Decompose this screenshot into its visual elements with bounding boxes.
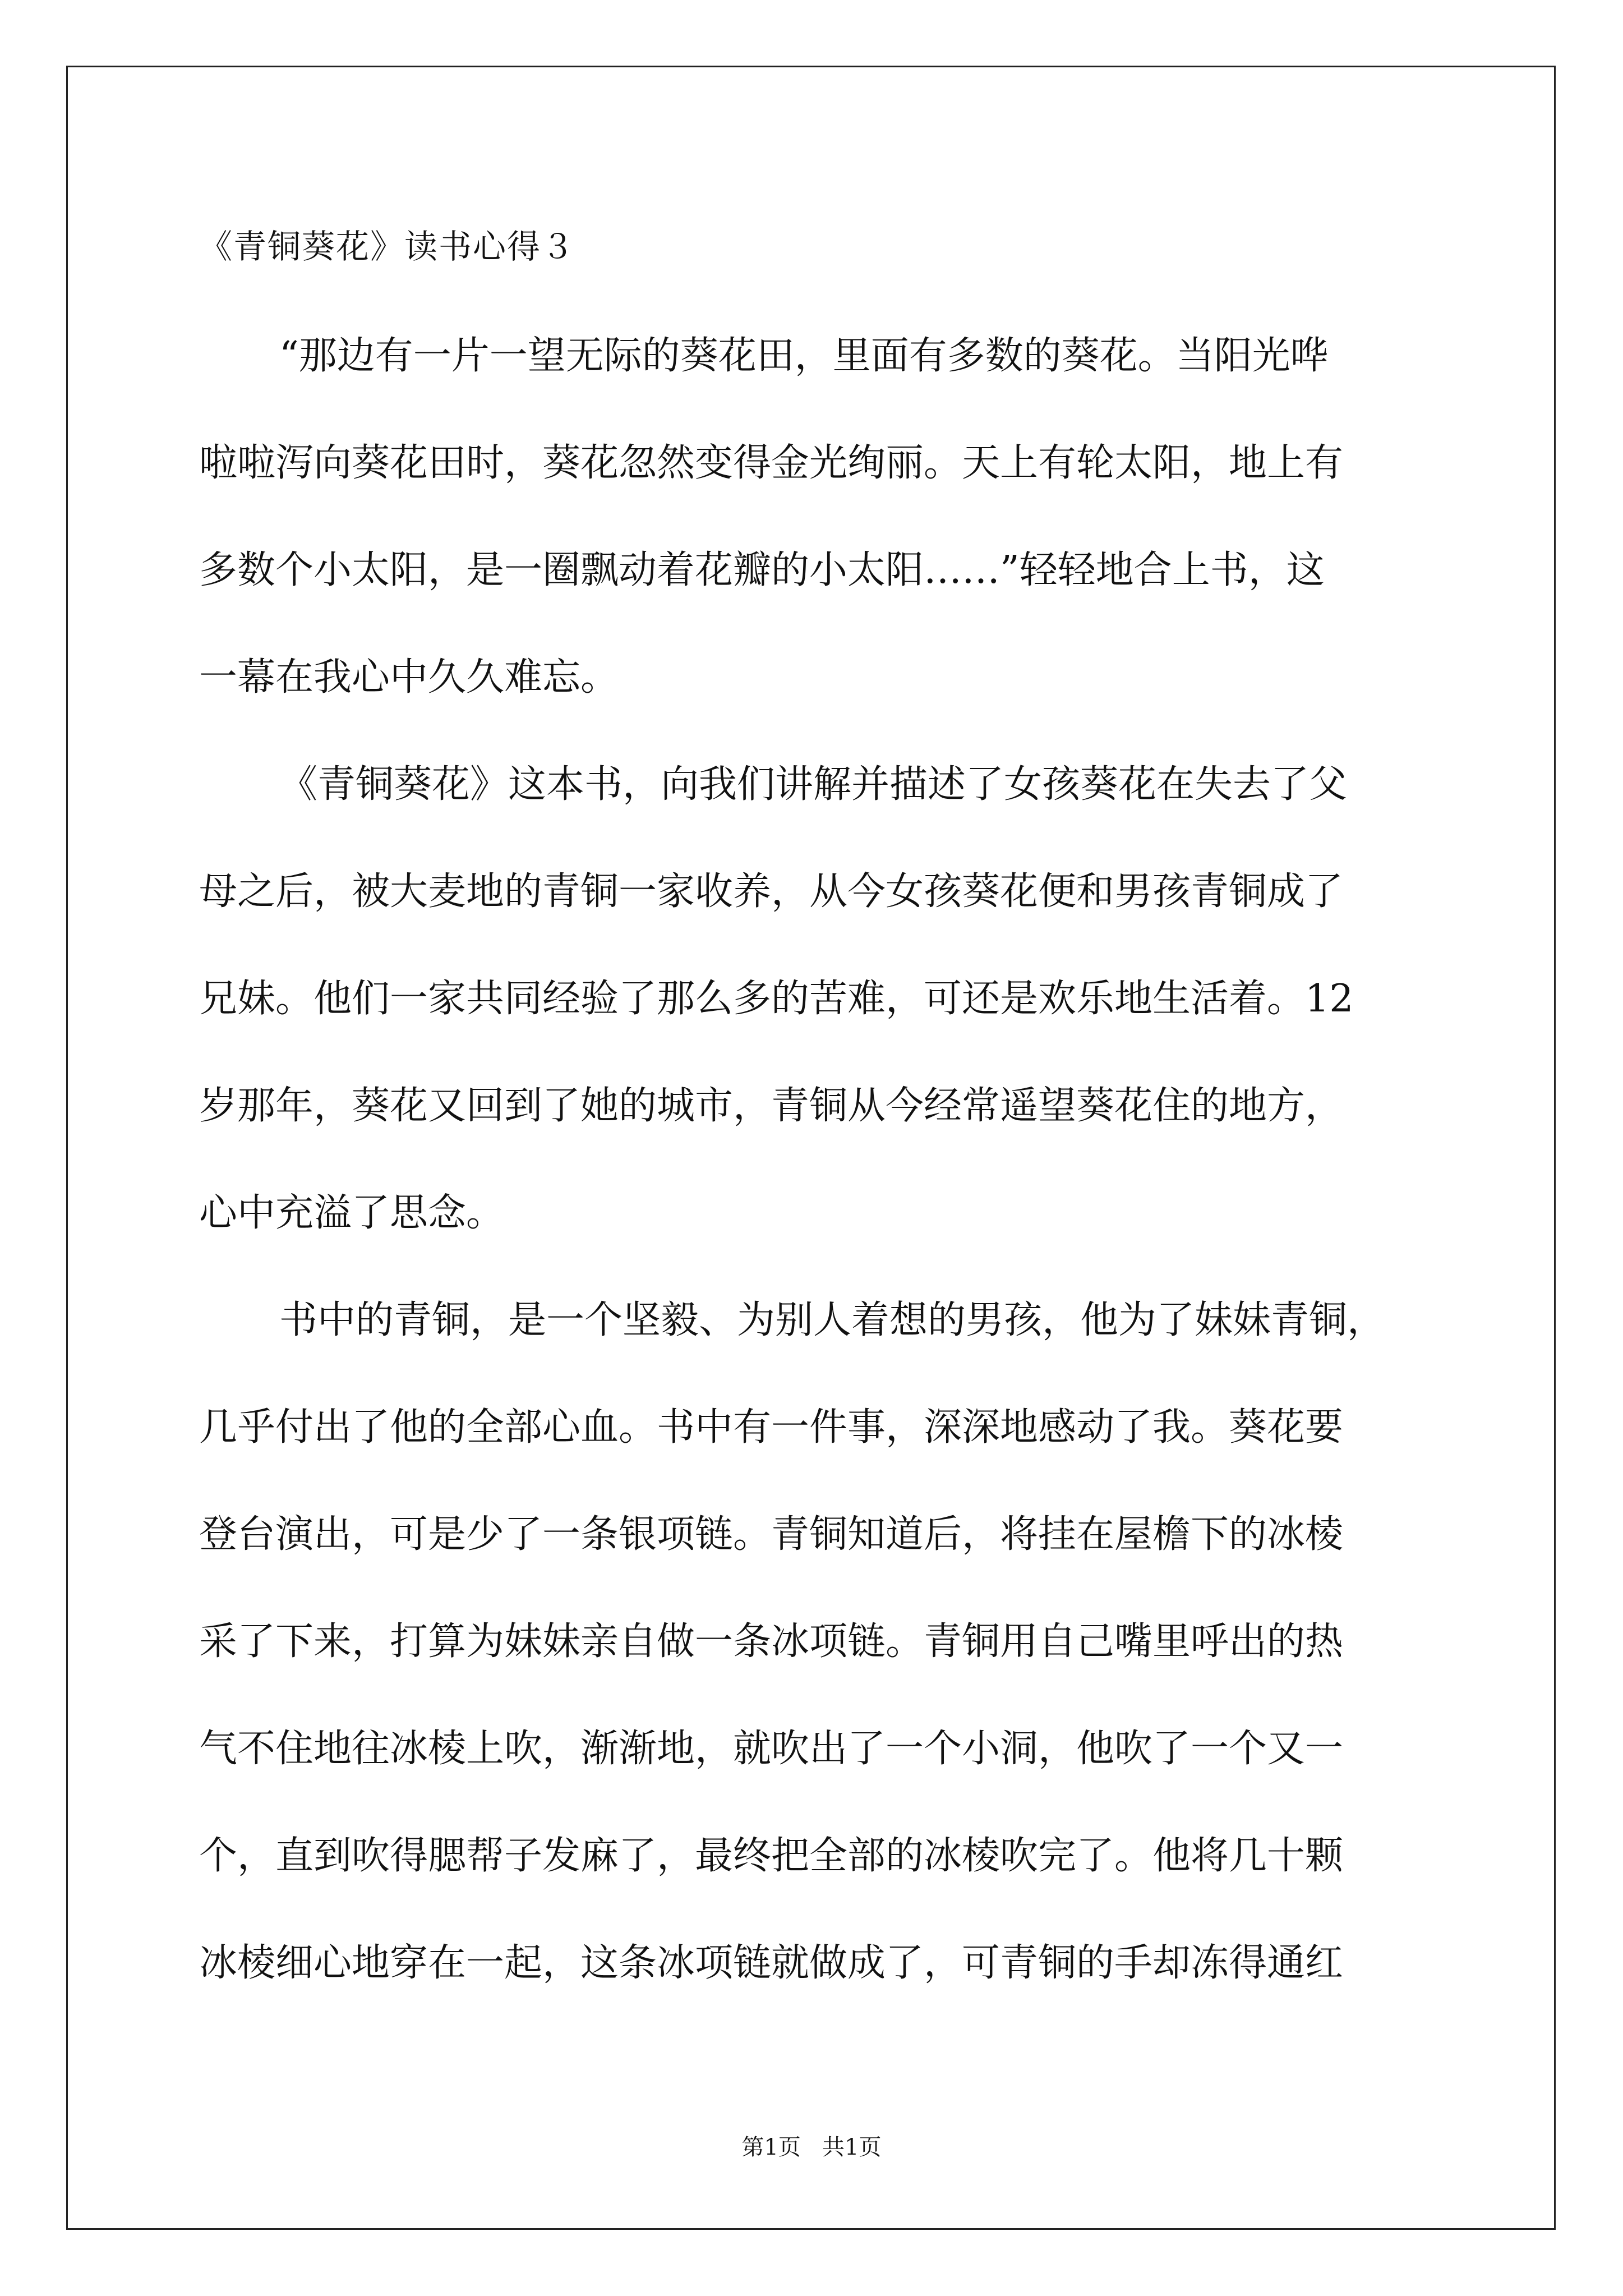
paragraph-1-line-4: 一幕在我心中久久难忘。 — [199, 655, 619, 700]
paragraph-2-line-3: 兄妹。他们一家共同经验了那么多的苦难，可还是欢乐地生活着。12 — [199, 977, 1354, 1021]
paragraph-2-line-5: 心中充溢了思念。 — [199, 1191, 505, 1235]
paragraph-2-line-2: 母之后，被大麦地的青铜一家收养，从今女孩葵花便和男孩青铜成了 — [199, 869, 1344, 914]
page-border — [66, 66, 1556, 2230]
paragraph-2-line-4: 岁那年，葵花又回到了她的城市，青铜从今经常遥望葵花住的地方， — [199, 1084, 1344, 1128]
paragraph-3-line-5: 气不住地往冰棱上吹，渐渐地，就吹出了一个小洞，他吹了一个又一 — [199, 1727, 1344, 1771]
paragraph-3-line-2: 几乎付出了他的全部心血。书中有一件事，深深地感动了我。葵花要 — [199, 1405, 1344, 1450]
paragraph-3-line-3: 登台演出，可是少了一条银项链。青铜知道后，将挂在屋檐下的冰棱 — [199, 1512, 1344, 1557]
paragraph-3-line-7: 冰棱细心地穿在一起，这条冰项链就做成了，可青铜的手却冻得通红 — [199, 1941, 1344, 1985]
paragraph-3-line-4: 采了下来，打算为妹妹亲自做一条冰项链。青铜用自己嘴里呼出的热 — [199, 1619, 1344, 1664]
paragraph-1-line-3: 多数个小太阳，是一圈飘动着花瓣的小太阳……”轻轻地合上书，这 — [199, 548, 1325, 592]
page-number-footer: 第1页 共1页 — [741, 2134, 882, 2160]
paragraph-1-line-2: 啦啦泻向葵花田时，葵花忽然变得金光绚丽。天上有轮太阳，地上有 — [199, 441, 1344, 485]
paragraph-1-line-1: “那边有一片一望无际的葵花田，里面有多数的葵花。当阳光哗 — [279, 334, 1329, 378]
document-title: 《青铜葵花》读书心得３ — [199, 227, 576, 266]
paragraph-3-line-6: 个，直到吹得腮帮子发麻了，最终把全部的冰棱吹完了。他将几十颗 — [199, 1834, 1344, 1878]
paragraph-2-line-1: 《青铜葵花》这本书，向我们讲解并描述了女孩葵花在失去了父 — [279, 762, 1348, 807]
paragraph-3-line-1: 书中的青铜，是一个坚毅、为别人着想的男孩，他为了妹妹青铜， — [279, 1298, 1386, 1342]
